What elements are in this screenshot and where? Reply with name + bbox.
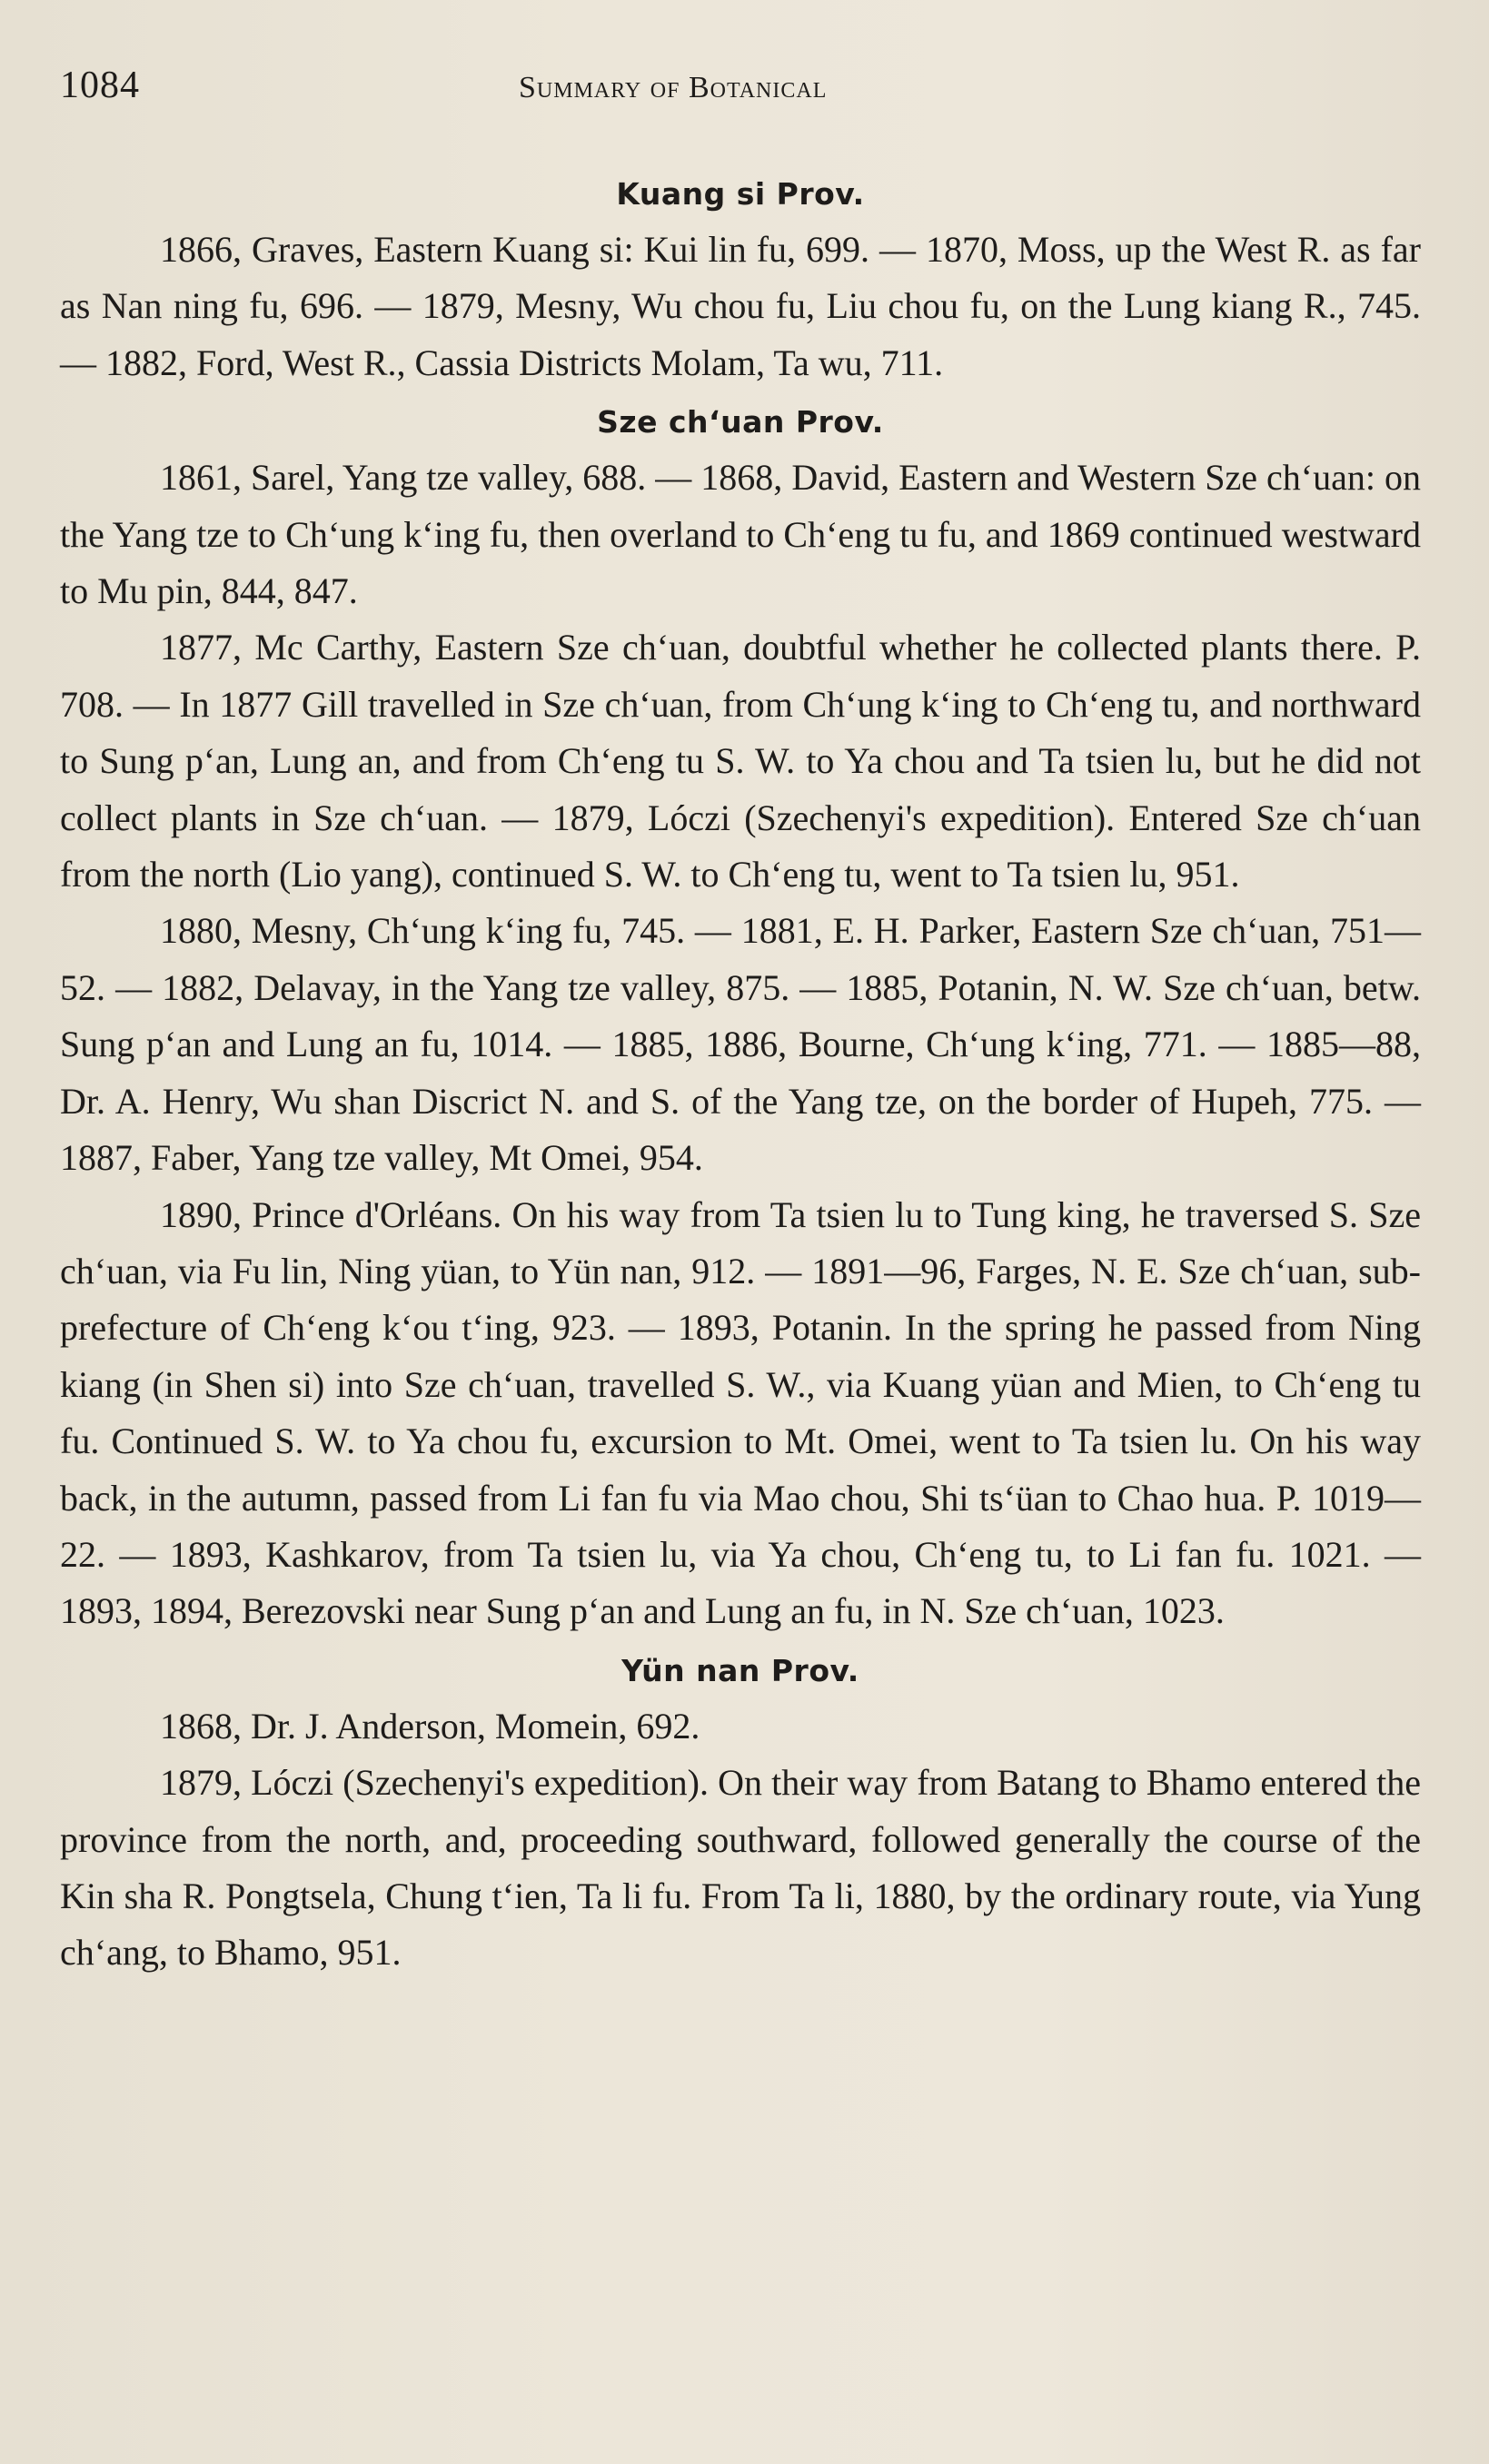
page-number: 1084 bbox=[60, 64, 140, 106]
paragraph: 1880, Mesny, Chʻung kʻing fu, 745. — 1881, E. H. Parker, Eastern Sze chʻuan, 751—52. — 1882, Delavay, in the Yang tze valley, 875. — 1885, Potanin, N. W. Sze chʻuan, betw. Sung pʻan and Lung an fu, 1014. — 1885, 1886, Bourne, Chʻung kʻing, 771. — 1885—88, Dr. A. Henry, Wu shan Discrict N. and S. of the Yang tze, on the border of Hupeh, 775. — 1887, Faber, Yang tze valley, Mt Omei, 954. bbox=[60, 910, 1421, 1179]
section-heading: Yün nan Prov. bbox=[621, 1652, 859, 1688]
section-sze-chuan bbox=[60, 395, 1421, 1640]
paragraph: 1866, Graves, Eastern Kuang si: Kui lin fu, 699. — 1870, Moss, up the West R. as far as Nan ning fu, 696. — 1879, Mesny, Wu chou fu, Liu chou fu, on the Lung kiang R., 745. — 1882, Ford, West R., Cassia Districts Molam, Ta wu, 711. bbox=[60, 229, 1421, 383]
running-title: Summary of Botanical bbox=[519, 71, 828, 104]
paragraph: 1890, Prince d'Orléans. On his way from Ta tsien lu to Tung king, he traversed S. Sze chʻuan, via Fu lin, Ning yüan, to Yün nan, 912. — 1891—96, Farges, N. E. Sze chʻuan, sub-prefecture of Chʻeng kʻou tʻing, 923. — 1893, Potanin. In the spring he passed from Ning kiang (in Shen si) into Sze chʻuan, travelled S. W., via Kuang yüan and Mien, to Chʻeng tu fu. Continued S. W. to Ya chou fu, excursion to Mt. Omei, went to Ta tsien lu. On his way back, in the autumn, passed from Li fan fu via Mao chou, Shi tsʻüan to Chao hua. P. 1019—22. — 1893, Kashkarov, from Ta tsien lu, via Ya chou, Chʻeng tu, to Li fan fu. 1021. — 1893, 1894, Berezovski near Sung pʻan and Lung an fu, in N. Sze chʻuan, 1023. bbox=[60, 1193, 1421, 1632]
section-heading: Kuang si Prov. bbox=[616, 176, 865, 212]
paragraph: 1861, Sarel, Yang tze valley, 688. — 1868, David, Eastern and Western Sze chʻuan: on the Yang tze to Chʻung kʻing fu, then overland to Chʻeng tu fu, and 1869 continued westward to Mu pin, 844, 847. bbox=[60, 457, 1421, 612]
paragraph: 1877, Mc Carthy, Eastern Sze chʻuan, doubtful whether he collected plants there. P. 708. — In 1877 Gill travelled in Sze chʻuan, from Chʻung kʻing to Chʻeng tu, and northward to Sung pʻan, Lung an, and from Chʻeng tu S. W. to Ya chou and Ta tsien lu, but he did not collect plants in Sze chʻuan. — 1879, Lóczi (Szechenyi's expedition). Entered Sze chʻuan from the north (Lio yang), continued S. W. to Chʻeng tu, went to Ta tsien lu, 951. bbox=[60, 627, 1421, 896]
page-body bbox=[60, 163, 1421, 1982]
section-heading: Sze chʻuan Prov. bbox=[597, 404, 884, 440]
section-yun-nan bbox=[60, 1644, 1421, 1982]
paragraph: 1868, Dr. J. Anderson, Momein, 692. bbox=[160, 1705, 700, 1747]
page-header bbox=[60, 64, 1423, 118]
section-kuang-si bbox=[60, 167, 1421, 391]
paragraph: 1879, Lóczi (Szechenyi's expedition). On their way from Batang to Bhamo entered the province from the north, and, proceeding southward, followed generally the course of the Kin sha R. Pongtsela, Chung tʻien, Ta li fu. From Ta li, 1880, by the ordinary route, via Yung chʻang, to Bhamo, 951. bbox=[60, 1762, 1421, 1974]
